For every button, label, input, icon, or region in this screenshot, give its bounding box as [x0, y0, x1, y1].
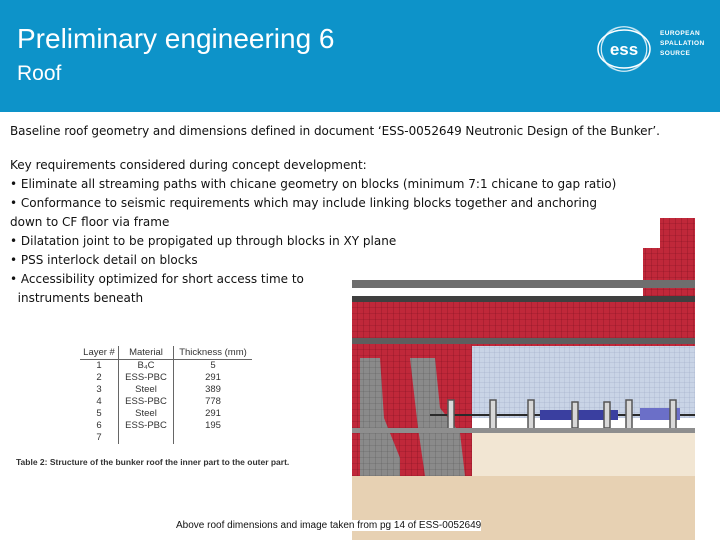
bunker-roof-drawing	[340, 218, 715, 540]
layer-table	[80, 346, 252, 444]
floor-steel-band	[352, 428, 695, 433]
cell-layer: 2	[80, 372, 119, 384]
source-footnote: Above roof dimensions and image taken from pg 14 of ESS-0052649	[176, 520, 482, 531]
cell-material: B₄C	[119, 360, 174, 373]
slide-subtitle: Roof	[17, 62, 62, 85]
cell-thickness: 778	[205, 396, 221, 407]
requirement-item: • Accessibility optimized for short access time to	[10, 272, 304, 286]
table-row	[80, 432, 252, 444]
cell-layer: 6	[80, 420, 119, 432]
logo-line-1: EUROPEAN	[660, 30, 701, 37]
ess-logo-icon	[596, 24, 656, 74]
roof-steel-layer	[352, 280, 695, 288]
cell-thickness	[174, 432, 253, 444]
requirement-item: instruments beneath	[10, 291, 144, 305]
requirements-heading: Key requirements considered during concept development:	[10, 158, 367, 172]
cell-layer: 3	[80, 384, 119, 396]
cell-layer: 4	[80, 396, 119, 408]
column-header-thickness: Thickness (mm)	[174, 346, 253, 360]
slide-title: Preliminary engineering 6	[17, 23, 335, 54]
table-caption: Table 2: Structure of the bunker roof the inner part to the outer part.	[16, 457, 290, 467]
roof-steel-layer	[352, 296, 695, 302]
cell-thickness: 389	[205, 384, 221, 395]
cell-thickness: 291	[205, 408, 221, 419]
instrument-space	[472, 346, 695, 418]
table-row	[80, 372, 252, 384]
bunker-roof-cross-section	[340, 218, 715, 540]
drawing-margin	[695, 218, 715, 540]
cell-material: ESS-PBC	[119, 396, 174, 408]
cell-material: ESS-PBC	[119, 372, 174, 384]
roof-steel-layer	[352, 338, 695, 344]
table-row	[80, 408, 252, 420]
table-row	[80, 396, 252, 408]
cell-material: ESS-PBC	[119, 420, 174, 432]
logo-acronym: ess	[609, 40, 639, 59]
requirement-item: • Eliminate all streaming paths with chicane geometry on blocks (minimum 7:1 chicane to gap ratio)	[10, 177, 617, 191]
cell-material: Steel	[119, 408, 174, 420]
logo-line-2: SPALLATION	[660, 40, 705, 47]
cell-layer: 7	[80, 432, 119, 444]
floor-gap	[472, 433, 695, 476]
logo-text	[660, 29, 705, 59]
column-header-material: Material	[119, 346, 174, 360]
cell-layer: 5	[80, 408, 119, 420]
requirement-item: • Conformance to seismic requirements which may include linking blocks together and anchoring	[10, 196, 597, 210]
requirement-item: • Dilatation joint to be propigated up through blocks in XY plane	[10, 234, 397, 248]
table-row	[80, 360, 252, 373]
column-header-layer: Layer #	[80, 346, 119, 360]
cell-material	[119, 432, 174, 444]
requirement-item: • PSS interlock detail on blocks	[10, 253, 198, 267]
layer-table-figure	[16, 343, 326, 473]
requirement-item: down to CF floor via frame	[10, 215, 170, 229]
cell-thickness: 195	[205, 420, 221, 431]
intro-paragraph: Baseline roof geometry and dimensions defined in document ‘ESS-0052649 Neutronic Design of the Bunker’.	[10, 124, 660, 138]
cell-material: Steel	[119, 384, 174, 396]
ess-logo	[596, 24, 720, 74]
table-row	[80, 420, 252, 432]
table-row	[80, 384, 252, 396]
logo-line-3: SOURCE	[660, 50, 691, 57]
cell-thickness: 291	[205, 372, 221, 383]
cell-thickness: 5	[210, 360, 216, 371]
cell-layer: 1	[80, 360, 119, 373]
table-header-row	[80, 346, 252, 360]
slide-header	[0, 0, 720, 112]
